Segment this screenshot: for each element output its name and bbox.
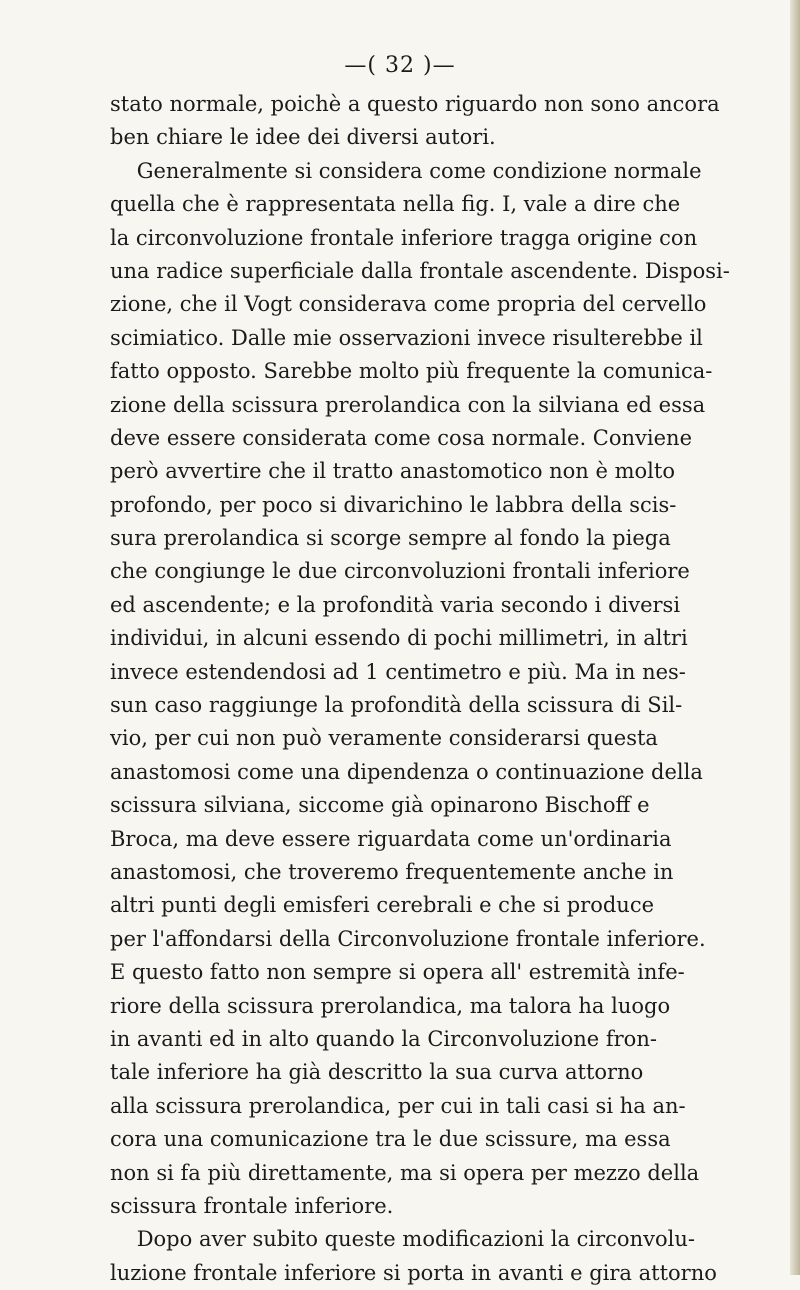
text-line: Generalmente si considera come condizione normale (110, 158, 702, 183)
text-line: anastomosi, che troveremo frequentemente anche in (110, 859, 674, 884)
text-line: invece estendendosi ad 1 centimetro e più. Ma in nes- (110, 659, 686, 684)
text-line: Dopo aver subito queste modificazioni la circonvolu- (110, 1227, 695, 1252)
text-line: sura prerolandica si scorge sempre al fondo la piega (110, 526, 671, 551)
text-line: zione della scissura prerolandica con la silviana ed essa (110, 392, 706, 417)
text-line: che congiunge le due circonvoluzioni frontali inferiore (110, 559, 690, 584)
text-line: non si fa più direttamente, ma si opera per mezzo della (110, 1160, 700, 1185)
text-line: cora una comunicazione tra le due scissure, ma essa (110, 1127, 671, 1152)
text-line: ed ascendente; e la profondità varia secondo i diversi (110, 592, 681, 617)
text-line: fatto opposto. Sarebbe molto più frequente la comunica- (110, 359, 713, 384)
text-line: E questo fatto non sempre si opera all' estremità infe- (110, 960, 685, 985)
text-line: zione, che il Vogt considerava come propria del cervello (110, 292, 707, 317)
text-line: una radice superficiale dalla frontale ascendente. Disposi- (110, 258, 730, 283)
text-line: scissura silviana, siccome già opinarono Bischoff e (110, 793, 650, 818)
text-line: quella che è rappresentata nella fig. I, vale a dire che (110, 192, 681, 217)
text-line: la circonvoluzione frontale inferiore tragga origine con (110, 225, 698, 250)
text-line: in avanti ed in alto quando la Circonvoluzione fron- (110, 1026, 657, 1051)
page-number-header: —( 32 )— (344, 53, 456, 78)
body-text (110, 88, 770, 1290)
page-edge-shadow (790, 0, 800, 1275)
text-line: tale inferiore ha già descritto la sua curva attorno (110, 1060, 644, 1085)
text-line: anastomosi come una dipendenza o continuazione della (110, 759, 703, 784)
text-line: altri punti degli emisferi cerebrali e che si produce (110, 893, 655, 918)
text-line: luzione frontale inferiore si porta in avanti e gira attorno (110, 1260, 717, 1285)
text-line: ben chiare le idee dei diversi autori. (110, 125, 496, 150)
text-line: vio, per cui non può veramente considerarsi questa (110, 726, 658, 751)
text-line: sun caso raggiunge la profondità della scissura di Sil- (110, 693, 683, 718)
text-line: individui, in alcuni essendo di pochi millimetri, in altri (110, 626, 688, 651)
text-line: però avvertire che il tratto anastomotico non è molto (110, 459, 675, 484)
text-line: stato normale, poichè a questo riguardo non sono ancora (110, 92, 720, 116)
text-line: per l'affondarsi della Circonvoluzione frontale inferiore. (110, 926, 706, 951)
text-line: deve essere considerata come cosa normale. Conviene (110, 425, 693, 450)
text-line: riore della scissura prerolandica, ma talora ha luogo (110, 993, 671, 1018)
text-line: scissura frontale inferiore. (110, 1193, 394, 1218)
text-line: alla scissura prerolandica, per cui in tali casi si ha an- (110, 1093, 686, 1118)
text-line: profondo, per poco si divarichino le labbra della scis- (110, 492, 677, 517)
text-line: scimiatico. Dalle mie osservazioni invece risulterebbe il (110, 325, 703, 350)
text-line: Broca, ma deve essere riguardata come un'ordinaria (110, 826, 672, 851)
